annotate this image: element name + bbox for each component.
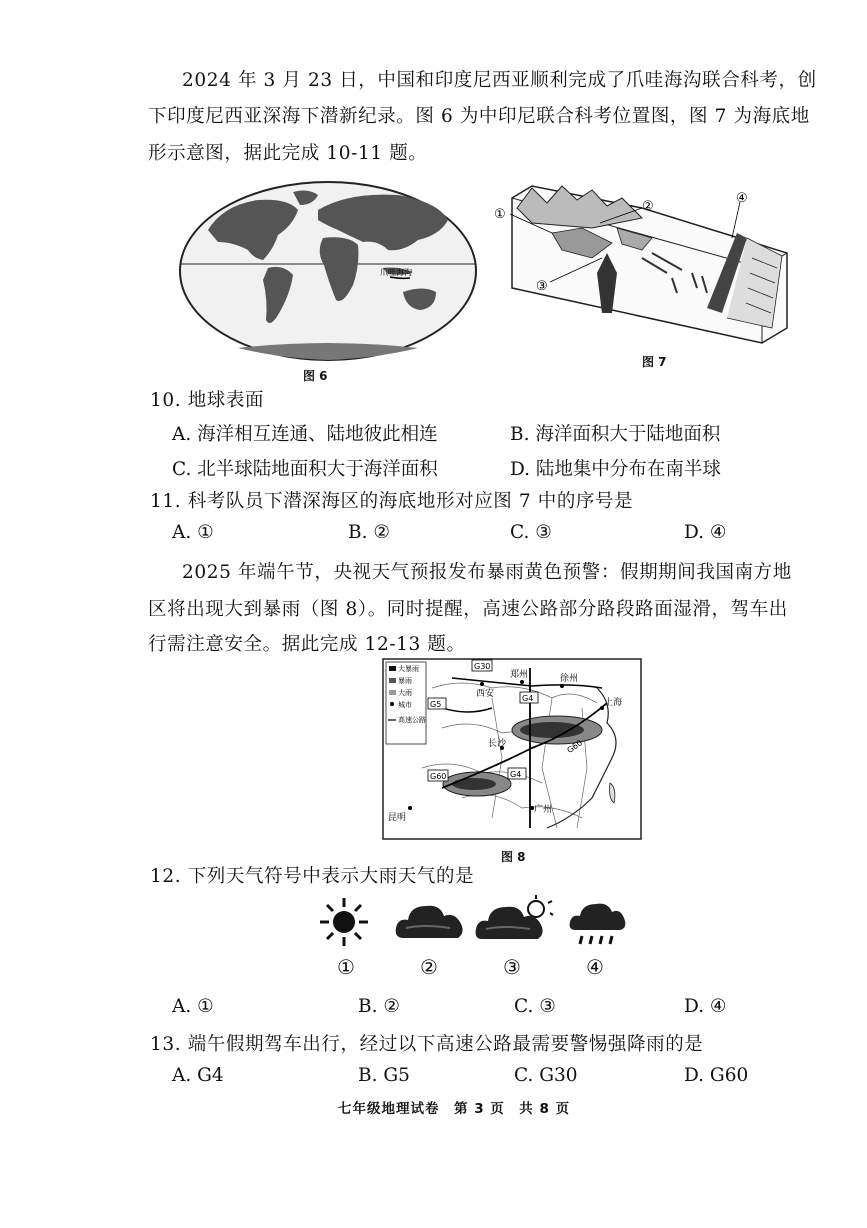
q11-stem: 11. 科考队员下潜深海区的海底地形对应图 7 中的序号是 (150, 491, 634, 512)
fig6-caption: 图 6 (303, 369, 328, 383)
rainfall-map (382, 658, 642, 840)
q13-option-b: B. G5 (358, 1065, 410, 1086)
cloudy-sun-icon (474, 893, 554, 945)
intro1-line3: 形示意图，据此完成 10-11 题。 (148, 143, 428, 164)
symbol-number-1: ① (337, 955, 355, 979)
seafloor-diagram (492, 178, 792, 348)
q10-option-a: A. 海洋相互连通、陆地彼此相连 (172, 424, 438, 445)
q10-option-c: C. 北半球陆地面积大于海洋面积 (172, 459, 438, 480)
q11-option-a: A. ① (172, 522, 214, 543)
highway-label-g30: G30 (474, 662, 491, 671)
legend-highway: 高速公路 (398, 716, 426, 724)
legend-rainstorm: 暴雨 (398, 677, 412, 685)
symbol-number-3: ③ (503, 955, 521, 979)
city-xuzhou: 徐州 (560, 674, 579, 684)
fig7-marker-3: ③ (536, 279, 548, 294)
q12-option-c: C. ③ (514, 996, 556, 1017)
city-guangzhou: 广州 (534, 805, 553, 815)
city-changsha: 长沙 (488, 739, 507, 749)
sun-icon (318, 896, 370, 948)
intro2-line1: 2025 年端午节，央视天气预报发布暴雨黄色预警：假期期间我国南方地 (182, 562, 792, 583)
q12-option-d: D. ④ (684, 996, 727, 1017)
highway-label-g60-west: G60 (430, 772, 447, 781)
q12-stem: 12. 下列天气符号中表示大雨天气的是 (150, 866, 475, 887)
highway-label-g4-south: G4 (510, 770, 522, 779)
q10-option-b: B. 海洋面积大于陆地面积 (510, 424, 721, 445)
heavy-rain-cloud-icon (568, 898, 628, 950)
page-footer: 七年级地理试卷 第 3 页 共 8 页 (338, 1101, 571, 1117)
q10-stem: 10. 地球表面 (150, 390, 265, 411)
intro1-line2: 下印度尼西亚深海下潜新纪录。图 6 为中印尼联合科考位置图，图 7 为海底地 (148, 106, 810, 127)
city-xian: 西安 (476, 689, 495, 699)
city-shanghai: 上海 (604, 698, 623, 708)
fig7-caption: 图 7 (642, 355, 667, 369)
symbol-number-2: ② (420, 955, 438, 979)
q12-option-b: B. ② (358, 996, 400, 1017)
legend-city: 城市 (398, 701, 412, 709)
intro2-line3: 行需注意安全。据此完成 12-13 题。 (148, 634, 466, 655)
q11-option-b: B. ② (348, 522, 390, 543)
intro1-line1: 2024 年 3 月 23 日，中国和印度尼西亚顺利完成了爪哇海沟联合科考，创 (182, 70, 817, 91)
intro2-line2: 区将出现大到暴雨（图 8）。同时提醒，高速公路部分路段路面湿滑，驾车出 (148, 599, 788, 620)
overcast-cloud-icon (394, 898, 466, 944)
fig7-marker-1: ① (494, 207, 506, 222)
q12-option-a: A. ① (172, 996, 214, 1017)
q10-option-d: D. 陆地集中分布在南半球 (510, 459, 721, 480)
fig7-marker-2: ② (642, 199, 654, 214)
highway-label-g60-east: G60 (565, 738, 585, 755)
symbol-number-4: ④ (586, 955, 604, 979)
java-trench-label: 爪哇海沟 (380, 268, 412, 277)
fig8-caption: 图 8 (501, 850, 526, 864)
q11-option-d: D. ④ (684, 522, 727, 543)
world-map-figure (178, 180, 478, 362)
q13-option-c: C. G30 (514, 1065, 578, 1086)
legend-heavy-rain: 大雨 (398, 689, 412, 697)
highway-label-g5: G5 (430, 700, 442, 709)
city-kunming: 昆明 (388, 813, 407, 823)
highway-label-g4-north: G4 (522, 694, 534, 703)
q13-option-d: D. G60 (684, 1065, 749, 1086)
q13-option-a: A. G4 (172, 1065, 224, 1086)
legend-extreme-rain: 大暴雨 (398, 665, 419, 673)
q11-option-c: C. ③ (510, 522, 552, 543)
fig7-marker-4: ④ (736, 191, 748, 206)
q13-stem: 13. 端午假期驾车出行，经过以下高速公路最需要警惕强降雨的是 (150, 1034, 704, 1055)
city-zhengzhou: 郑州 (510, 670, 529, 680)
